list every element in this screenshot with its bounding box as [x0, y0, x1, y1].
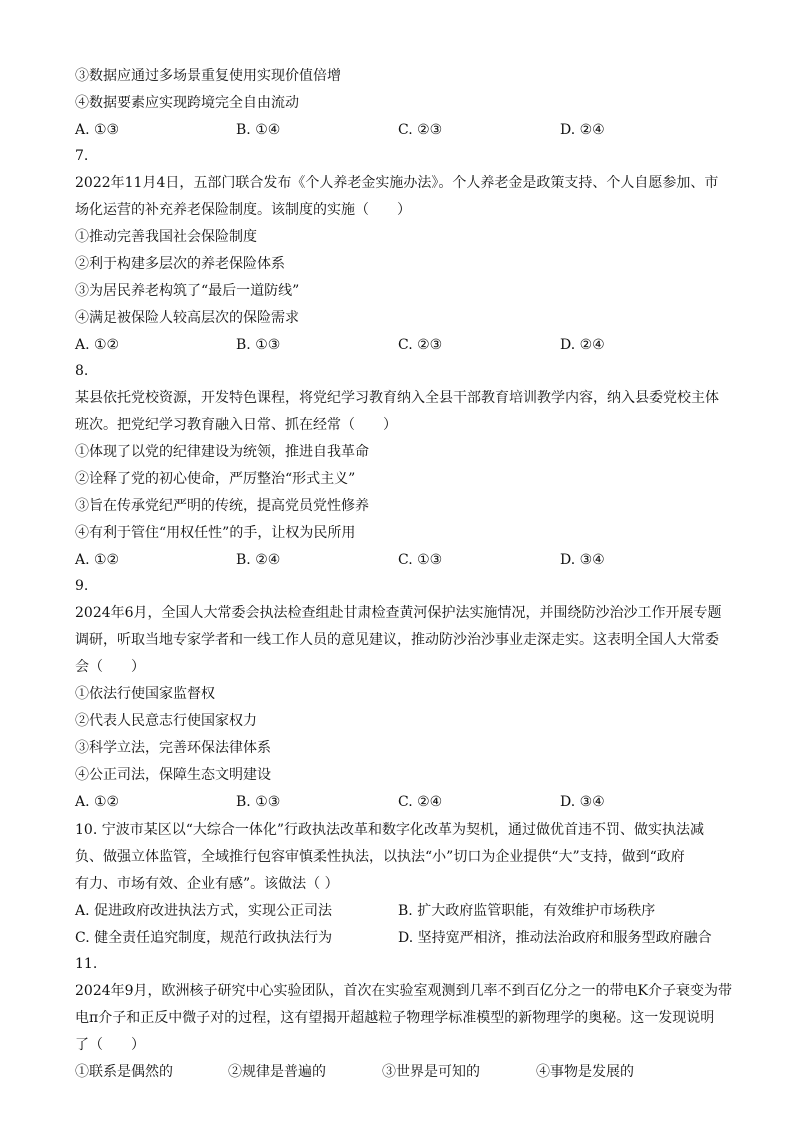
- q8-statement-2: ②诠释了党的初心使命，严厉整治“形式主义”: [75, 471, 356, 487]
- q6-statement-3: ③数据应通过多场景重复使用实现价值倍增: [75, 68, 341, 84]
- q7-stem-line-1: 2022年11月4日，五部门联合发布《个人养老金实施办法》。个人养老金是政策支持、个人自愿参加、市: [75, 175, 719, 191]
- q11-statement-2: ②规律是普遍的: [228, 1064, 326, 1080]
- q6-statement-4: ④数据要素应实现跨境完全自由流动: [75, 95, 299, 111]
- q10-option-c: C. 健全责任追究制度，规范行政执法行为: [75, 930, 333, 946]
- q11-statement-1: ①联系是偶然的: [75, 1064, 173, 1080]
- q6-option-a: A. ①③: [75, 122, 120, 138]
- q8-option-c: C. ①③: [398, 552, 443, 568]
- q8-stem-line-2: 班次。把党纪学习教育融入日常、抓在经常（ ）: [75, 417, 397, 433]
- q9-option-b: B. ①③: [236, 794, 281, 810]
- q10-stem-line-2: 负、做强立体监管，全域推行包容审慎柔性执法，以执法“小”切口为企业提供“大”支持，做到“政府: [75, 849, 685, 865]
- q8-statement-3: ③旨在传承党纪严明的传统，提高党员党性修养: [75, 498, 369, 514]
- q8-number: 8.: [75, 363, 89, 379]
- q10-stem-line-3: 有力、市场有效、企业有感”。该做法（ ）: [75, 876, 339, 892]
- q8-statement-1: ①体现了以党的纪律建设为统领，推进自我革命: [75, 444, 369, 460]
- q6-option-b: B. ①④: [236, 122, 281, 138]
- q9-number: 9.: [75, 578, 89, 594]
- q9-option-d: D. ③④: [560, 794, 605, 810]
- q7-stem-line-2: 场化运营的补充养老保险制度。该制度的实施（ ）: [75, 202, 411, 218]
- q8-option-a: A. ①②: [75, 552, 120, 568]
- q9-statement-4: ④公正司法，保障生态文明建设: [75, 767, 271, 783]
- q6-option-c: C. ②③: [398, 122, 443, 138]
- q10-stem-line-1: 10. 宁波市某区以“大综合一体化”行政执法改革和数字化改革为契机，通过做优首违不罚、做实执法减: [75, 822, 705, 838]
- q11-number: 11.: [75, 956, 98, 972]
- q8-statement-4: ④有利于管住“用权任性”的手，让权为民所用: [75, 525, 356, 541]
- q10-option-d: D. 坚持宽严相济，推动法治政府和服务型政府融合: [398, 930, 712, 946]
- q10-option-a: A. 促进政府改进执法方式，实现公正司法: [75, 903, 333, 919]
- q8-option-d: D. ③④: [560, 552, 605, 568]
- q7-option-c: C. ②③: [398, 337, 443, 353]
- q11-statement-3: ③世界是可知的: [382, 1064, 480, 1080]
- q11-stem-line-3: 了（ ）: [75, 1037, 145, 1053]
- q7-option-a: A. ①②: [75, 337, 120, 353]
- q7-option-d: D. ②④: [560, 337, 605, 353]
- q9-stem-line-1: 2024年6月，全国人大常委会执法检查组赴甘肃检查黄河保护法实施情况，并围绕防沙治沙工作开展专题: [75, 605, 722, 621]
- q7-statement-3: ③为居民养老构筑了“最后一道防线”: [75, 283, 300, 299]
- q7-statement-4: ④满足被保险人较高层次的保险需求: [75, 310, 299, 326]
- q9-statement-1: ①依法行使国家监督权: [75, 686, 215, 702]
- q7-option-b: B. ①③: [236, 337, 281, 353]
- q11-stem-line-2: 电π介子和正反中微子对的过程，这有望揭开超越粒子物理学标准模型的新物理学的奥秘。这一发现说明: [75, 1010, 715, 1026]
- q9-stem-line-3: 会（ ）: [75, 659, 145, 675]
- q7-number: 7.: [75, 148, 89, 164]
- q11-stem-line-1: 2024年9月，欧洲核子研究中心实验团队，首次在实验室观测到几率不到百亿分之一的带电K介子衰变为带: [75, 983, 732, 999]
- q9-option-c: C. ②④: [398, 794, 443, 810]
- q7-statement-1: ①推动完善我国社会保险制度: [75, 229, 257, 245]
- q8-stem-line-1: 某县依托党校资源，开发特色课程，将党纪学习教育纳入全县干部教育培训教学内容，纳入县委党校主体: [75, 390, 719, 406]
- q8-option-b: B. ②④: [236, 552, 281, 568]
- q6-option-d: D. ②④: [560, 122, 605, 138]
- q7-statement-2: ②利于构建多层次的养老保险体系: [75, 256, 285, 272]
- q9-statement-2: ②代表人民意志行使国家权力: [75, 713, 257, 729]
- q10-option-b: B. 扩大政府监管职能，有效维护市场秩序: [398, 903, 656, 919]
- q11-statement-4: ④事物是发展的: [536, 1064, 634, 1080]
- q9-stem-line-2: 调研，听取当地专家学者和一线工作人员的意见建议，推动防沙治沙事业走深走实。这表明全国人大常委: [75, 632, 719, 648]
- q9-option-a: A. ①②: [75, 794, 120, 810]
- q9-statement-3: ③科学立法，完善环保法律体系: [75, 740, 271, 756]
